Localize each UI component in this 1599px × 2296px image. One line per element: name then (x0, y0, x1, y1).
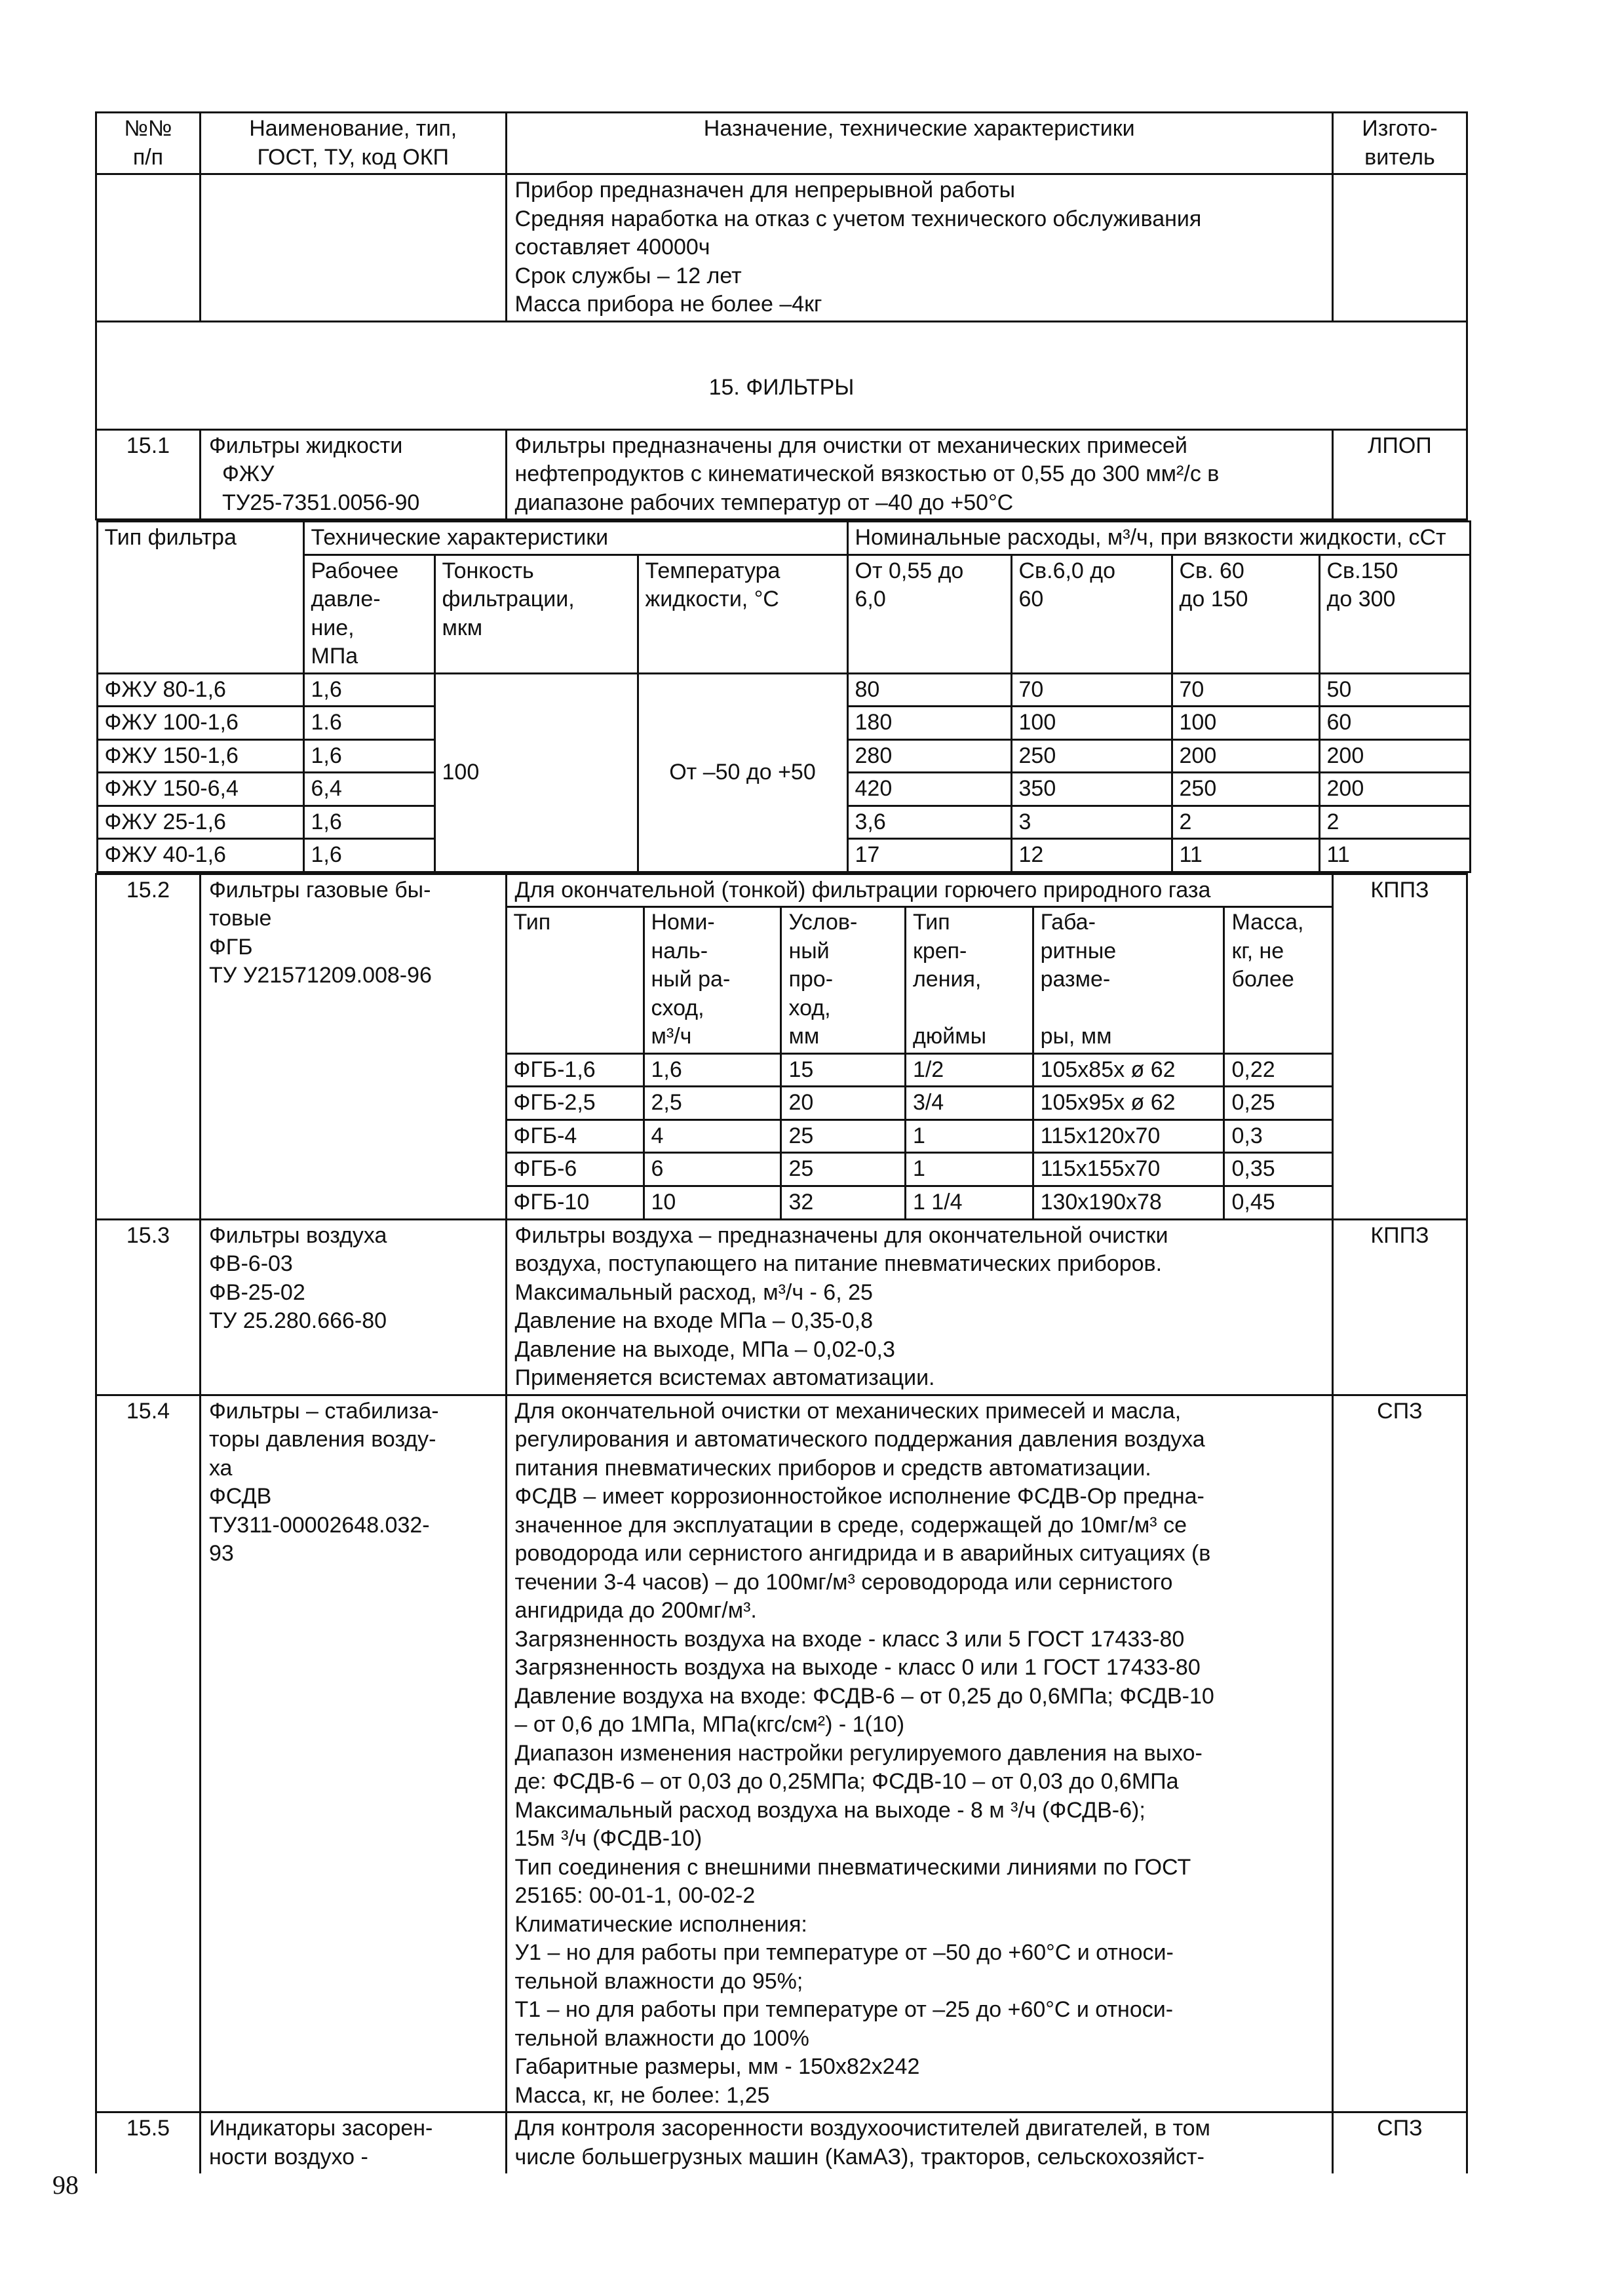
s155-row (96, 2112, 1467, 2173)
s155-desc: Для контроля засоренности воздухоочистителей двигателей, в том числе большегрузных машин (КамАЗ), тракторов, сельскохозяйст- (506, 2112, 1332, 2173)
table-row: ФГБ-2,5 2,5 20 3/4 105х95х ø 62 0,25 (506, 1087, 1332, 1120)
header-name: Наименование, тип, ГОСТ, ТУ, код ОКП (200, 113, 506, 174)
catalog-table (95, 111, 1468, 2173)
s153-maker: КППЗ (1332, 1219, 1467, 1395)
section-title-row (96, 321, 1467, 429)
s151-desc: Фильтры предназначены для очистки от механических примесей нефтепродуктов с кинематической вязкостью от 0,55 до 300 мм²/с в диапазоне рабочих температур от –40 до +50°С (506, 429, 1332, 520)
s151-head-temp: Температура жидкости, °С (638, 555, 847, 673)
table-row: ФГБ-6 6 25 1 115х155х70 0,35 (506, 1153, 1332, 1186)
table-row: ФГБ-10 10 32 1 1/4 130х190х78 0,45 (506, 1186, 1332, 1219)
s155-num: 15.5 (96, 2112, 201, 2173)
section-title: 15. ФИЛЬТРЫ (96, 321, 1467, 429)
s153-num: 15.3 (96, 1219, 201, 1395)
s151-num: 15.1 (96, 429, 201, 520)
s151-head-tech: Технические характеристики (303, 522, 847, 555)
header-purpose: Назначение, технические характеристики (506, 113, 1332, 174)
s151-head-r2: Св.6,0 до 60 (1011, 555, 1172, 673)
s152-num: 15.2 (96, 874, 201, 1219)
s152-name: Фильтры газовые бы- товые ФГБ ТУ У21571209.008-96 (200, 874, 506, 1219)
intro-text: Прибор предназначен для непрерывной работы Средняя наработка на отказ с учетом технического обслуживания составляет 40000ч Срок службы – 12 лет Масса прибора не более –4кг (506, 174, 1332, 322)
table-row: ФЖУ 40-1,6 1,6 17 12 11 11 (97, 839, 1470, 872)
document-page (95, 111, 1468, 2173)
s153-name: Фильтры воздуха ФВ-6-03 ФВ-25-02 ТУ 25.280.666-80 (200, 1219, 506, 1395)
s155-name: Индикаторы засорен- ности воздухо - (200, 2112, 506, 2173)
table-row: ФЖУ 80-1,6 1,6 100 От –50 до +50 80 70 70 50 (97, 673, 1470, 707)
table-row: ФЖУ 100-1,6 1.6 180 100 100 60 (97, 707, 1470, 740)
table-row: ФГБ-4 4 25 1 115х120х70 0,3 (506, 1119, 1332, 1153)
s154-row (96, 1395, 1467, 2112)
table-row: ФЖУ 150-6,4 6,4 420 350 250 200 (97, 773, 1470, 806)
s154-num: 15.4 (96, 1395, 201, 2112)
s153-desc: Фильтры воздуха – предназначены для окончательной очистки воздуха, поступающего на питание пневматических приборов. Максимальный расход, м³/ч - 6, 25 Давление на входе МПа – 0,35-0,8 Давление на выходе, МПа – 0,02-0,3 Применяется всистемах автоматизации. (506, 1219, 1332, 1395)
s154-desc: Для окончательной очистки от механических примесей и масла, регулирования и автоматического поддержания давления воздуха питания пневматических приборов и средств автоматизации. ФСДВ – имеет коррозионностойкое исполнение ФСДВ-Ор предна- значенное для эксплуатации в среде, содержащей до 10мг/м³ се роводорода или сернистого ангидрида и в аварийных ситуациях (в течении 3-4 часов) – до 100мг/м³ сероводорода или сернистого ангидрида до 200мг/м³. Загрязненность воздуха на входе - класс 3 или 5 ГОСТ 17433-80 Загрязненность воздуха на выходе - класс 0 или 1 ГОСТ 17433-80 Давление воздуха на входе: ФСДВ-6 – от 0,25 до 0,6МПа; ФСДВ-10 – от 0,6 до 1МПа, МПа(кгс/см²) - 1(10) Диапазон изменения настройки регулируемого давления на выхо- де: ФСДВ-6 – от 0,03 до 0,25МПа; ФСДВ-10 – от 0,03 до 0,6МПа Максимальный расход воздуха на выходе - 8 м ³/ч (ФСДВ-6); 15м ³/ч (ФСДВ-10) Тип соединения с внешними пневматическими линиями по ГОСТ 25165: 00-01-1, 00-02-2 Климатические исполнения: У1 – но для работы при температуре от –50 до +60°С и относи- тельной влажности до 95%; Т1 – но для работы при температуре от –25 до +60°С и относи- тельной влажности до 100% Габаритные размеры, мм - 150х82х242 Масса, кг, не более: 1,25 (506, 1395, 1332, 2112)
table-header-row (96, 113, 1467, 174)
s151-head-pressure: Рабочее давле- ние, МПа (303, 555, 434, 673)
s151-table-row (96, 520, 1467, 874)
s151-fineness-value: 100 (434, 673, 638, 872)
table-row: ФЖУ 150-1,6 1,6 280 250 200 200 (97, 739, 1470, 773)
page-number: 98 (52, 2170, 79, 2200)
s151-head-fineness: Тонкость фильтрации, мкм (434, 555, 638, 673)
s152-table: Тип Номи- наль- ный ра- сход, м³/ч Услов- ный про- ход, мм Тип креп- ления, дюймы Габа- ритные разме- ры, мм Масса, кг, не более ФГБ-1,6 1,6 15 1/2 105х85х ø 62 0,22 ФГБ-2,5 2,5 20 3/4 105х95х ø 62 0,25 ФГБ-4 4 25 1 115х120х70 0,3 ФГБ-6 6 25 1 115х155х70 0,35 ФГБ-10 10 32 1 1/4 130х190х78 0,45 (505, 907, 1332, 1220)
s151-head-r4: Св.150 до 300 (1319, 555, 1470, 673)
s151-name: Фильтры жидкости ФЖУ ТУ25-7351.0056-90 (200, 429, 506, 520)
s154-name: Фильтры – стабилиза- торы давления возду- ха ФСДВ ТУ311-00002648.032- 93 (200, 1395, 506, 2112)
s155-maker: СПЗ (1332, 2112, 1467, 2173)
s154-maker: СПЗ (1332, 1395, 1467, 2112)
s151-maker: ЛПОП (1332, 429, 1467, 520)
s151-row (96, 429, 1467, 520)
header-num: №№ п/п (96, 113, 201, 174)
s151-table (96, 520, 1471, 873)
intro-row (96, 174, 1467, 322)
s152-row (96, 874, 1467, 1219)
header-maker: Изгото- витель (1332, 113, 1467, 174)
s151-head-type: Тип фильтра (97, 522, 303, 555)
table-row: ФЖУ 25-1,6 1,6 3,6 3 2 2 (97, 806, 1470, 839)
table-row: ФГБ-1,6 1,6 15 1/2 105х85х ø 62 0,22 (506, 1053, 1332, 1087)
s151-temp-value: От –50 до +50 (638, 673, 847, 872)
s151-head-r1: От 0,55 до 6,0 (847, 555, 1011, 673)
s152-maker: КППЗ (1332, 874, 1467, 1219)
s151-head-rates: Номинальные расходы, м³/ч, при вязкости жидкости, сСт (847, 522, 1470, 555)
s152-desc: Для окончательной (тонкой) фильтрации горючего природного газа (507, 875, 1332, 908)
s153-row (96, 1219, 1467, 1395)
s151-head-r3: Св. 60 до 150 (1172, 555, 1319, 673)
